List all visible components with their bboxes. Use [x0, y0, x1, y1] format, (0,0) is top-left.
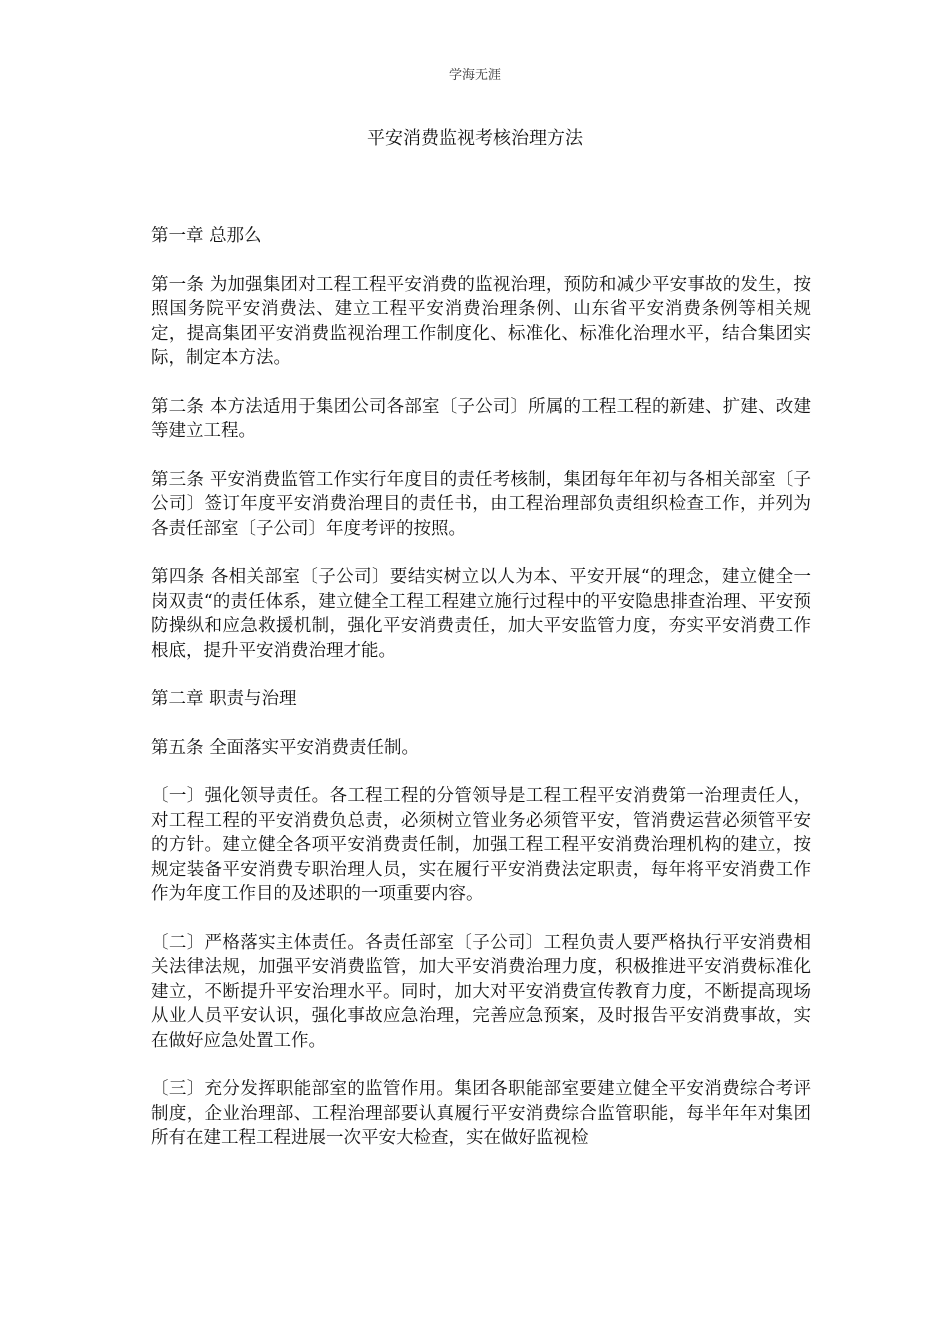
article-5-item-3: 〔三〕充分发挥职能部室的监管作用。集团各职能部室要建立健全平安消费综合考评制度，企业治理部、工程治理部要认真履行平安消费综合监管职能，每半年年对集团所有在建工程工程进展一次平安大检查，实在做好监视检: [151, 1079, 811, 1148]
article-5-item-2: 〔二〕严格落实主体责任。各责任部室〔子公司〕工程负责人要严格执行平安消费相关法律法规，加强平安消费监管，加大平安消费治理力度，积极推进平安消费标准化建立，不断提升平安治理水平。同时，加大对平安消费宣传教育力度，不断提高现场从业人员平安认识，强化事故应急治理，完善应急预案，及时报告平安消费事故，实在做好应急处置工作。: [151, 932, 811, 1051]
article-2: 第二条 本方法适用于集团公司各部室〔子公司〕所属的工程工程的新建、扩建、改建等建立工程。: [151, 396, 811, 441]
chapter-heading-1: 第一章 总那么: [151, 226, 262, 246]
article-3: 第三条 平安消费监管工作实行年度目的责任考核制，集团每年年初与各相关部室〔子公司〕签订年度平安消费治理目的责任书，由工程治理部负责组织检查工作，并列为各责任部室〔子公司〕年度考评的按照。: [151, 469, 811, 539]
page-header: 学海无涯: [448, 68, 501, 83]
chapter-heading-2: 第二章 职责与治理: [151, 689, 297, 709]
article-5-item-1: 〔一〕强化领导责任。各工程工程的分管领导是工程工程平安消费第一治理责任人，对工程工程的平安消费负总责，必须树立管业务必须管平安，管消费运营必须管平安的方针。建立健全各项平安消费责任制，加强工程工程平安消费治理机构的建立，按规定装备平安消费专职治理人员，实在履行平安消费法定职责，每年将平安消费工作作为年度工作目的及述职的一项重要内容。: [151, 786, 811, 904]
document-title: 平安消费监视考核治理方法: [367, 128, 583, 149]
article-5: 第五条 全面落实平安消费责任制。: [151, 737, 420, 758]
article-4: 第四条 各相关部室〔子公司〕要结实树立以人为本、平安开展“的理念，建立健全一岗双责“的责任体系，建立健全工程工程建立施行过程中的平安隐患排查治理、平安预防操纵和应急救援机制，强化平安消费责任，加大平安监管力度，夯实平安消费工作根底，提升平安消费治理才能。: [151, 567, 811, 661]
document-body: [151, 224, 811, 1175]
article-1: 第一条 为加强集团对工程工程平安消费的监视治理，预防和减少平安事故的发生，按照国务院平安消费法、建立工程平安消费治理条例、山东省平安消费条例等相关规定，提高集团平安消费监视治理工作制度化、标准化、标准化治理水平，结合集团实际，制定本方法。: [151, 274, 811, 368]
